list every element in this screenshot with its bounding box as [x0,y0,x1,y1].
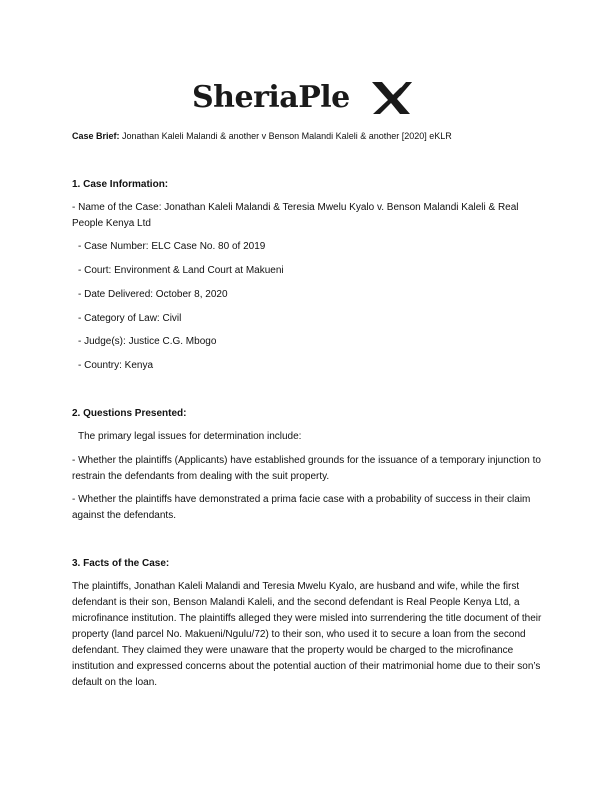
case-name: - Name of the Case: Jonathan Kaleli Malandi & Teresia Mwelu Kyalo v. Benson Malandi Kaleli & Real People Kenya Ltd [72,202,519,229]
section-2-heading: 2. Questions Presented: [72,408,187,419]
questions-intro: The primary legal issues for determination include: [78,431,302,442]
section-1-heading: 1. Case Information: [72,179,169,190]
logo-x-mark-icon [370,78,414,118]
sheriaplex-logo [192,74,422,122]
case-number: - Case Number: ELC Case No. 80 of 2019 [78,241,266,252]
date-delivered: - Date Delivered: October 8, 2020 [78,289,228,300]
court: - Court: Environment & Land Court at Makueni [78,265,284,276]
judges: - Judge(s): Justice C.G. Mbogo [78,336,217,347]
case-brief-line [72,130,542,142]
section-3-heading: 3. Facts of the Case: [72,558,170,569]
case-brief-label: Case Brief: [72,131,120,141]
logo-wordmark: SheriaPle [192,80,350,115]
country: - Country: Kenya [78,360,154,371]
question-1: - Whether the plaintiffs (Applicants) have established grounds for the issuance of a temporary injunction to restrain the defendants from dealing with the suit property. [72,455,541,482]
facts-body: The plaintiffs, Jonathan Kaleli Malandi and Teresia Mwelu Kyalo, are husband and wife, while the first defendant is their son, Benson Malandi Kaleli, and the second defendant is Real People Kenya Ltd, a microfinance institution. The plaintiffs alleged they were misled into surrendering the title document of their property (land parcel No. Makueni/Ngulu/72) to their son, who used it to secure a loan from the second defendant. They claimed they were unaware that the property would be charged to the microfinance institution and expressed concerns about the potential auction of their matrimonial home due to their son’s default on the loan. [72,581,542,688]
category-of-law: - Category of Law: Civil [78,313,182,324]
case-brief-title: Jonathan Kaleli Malandi & another v Benson Malandi Kaleli & another [2020] eKLR [122,131,452,141]
question-2: - Whether the plaintiffs have demonstrated a prima facie case with a probability of success in their claim against the defendants. [72,494,531,521]
